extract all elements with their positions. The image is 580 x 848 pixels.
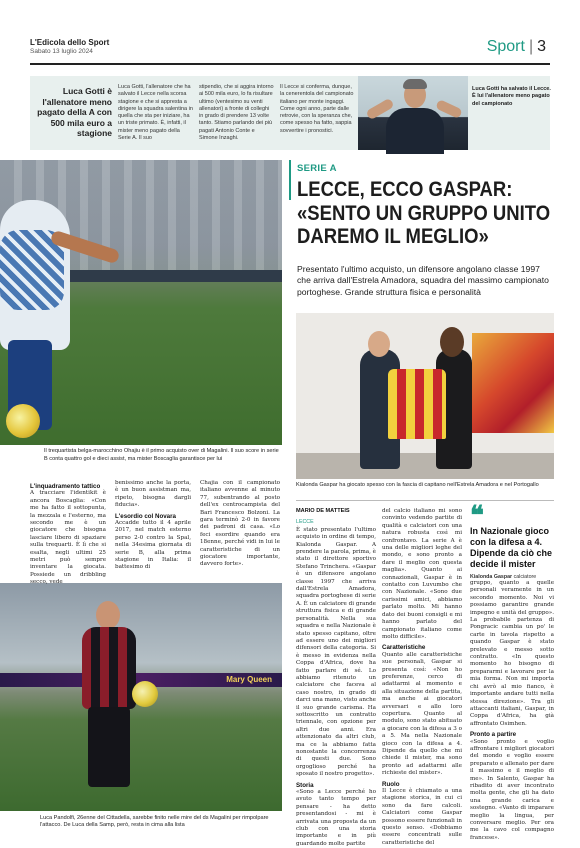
band-column-1: Luca Gotti, l'allenatore che ha salvato il Lecce nella scorsa stagione e che si appresta a dirigere la squadra salentina in quella che sta per iniziare, ha un triste primato. È, infatti, il mister meno pagato della Serie A. Il suo (118, 84, 193, 142)
byline: MARIO DE MATTEIS (296, 508, 350, 514)
paragraph: «Sono a Lecce perché ho avuto tanto tempo per pensare - ha detto presentandosi - mi è arrivata una proposta da un club con una storia importante e in più guardando molte partite (296, 789, 376, 847)
gaspar-head (440, 327, 464, 357)
section-header (487, 38, 546, 56)
section-divider: | (528, 38, 534, 55)
paragraph: benissimo anche la porta, è un buon assistman ma, ripeto, bisogna dargli fiducia». (115, 480, 191, 509)
coach-body (386, 108, 444, 154)
pull-quote (470, 501, 554, 580)
player-legs (88, 707, 130, 787)
issue-date: Sabato 13 luglio 2024 (30, 48, 93, 55)
headline-line-3: DAREMO IL MEGLIO» (297, 224, 489, 248)
wall-artwork (472, 333, 554, 433)
player-head (96, 601, 120, 629)
subhead-tactical: L'inquadramento tattico (30, 483, 101, 490)
article-top-rule (296, 500, 554, 501)
caption-photo-2: Luca Pandolfi, 26enne del Cittadella, sarebbe finito nelle mire del ds Magalini per rimpolpare l'attacco. De Luca della Samp, però, resta in cima alla lista (40, 815, 269, 829)
coach-caption (472, 86, 552, 108)
paragraph: «Sono pronto e voglio affrontare i migliori giocatori del mondo e voglio essere preparato e allenato per dare il massimo e il meglio di me». In Salento, Gaspar ha ribadito di aver incontrato molta gente, che gli ha dato una grande carica e sostegno. «Vanto di imparare meglio la lingua, per conversare meglio. Per ora me la cavo col compagno francese». (470, 738, 554, 841)
paragraph: Quanto alle caratteristiche sue personali, Gaspar si presenta così: «Non ho preferenze, cerco di adattarmi al momento e alla situazione della partita, ma anche ai giocatori avversari e allo loro copertura. Quanto al modulo, sono stato abituato a giocare con la difesa a 3 o a 5. Ma nella Nazionale gioco con la difesa a 4. Dipende da quello che mi chiede il mister, ma sono pronto ad adattarmi alle richieste del mister». (382, 651, 462, 777)
coach-caption-text: Luca Gotti ha salvato il Lecce. È lui l'allenatore meno pagato del campionato (472, 86, 551, 107)
left-article-col-1 (30, 480, 106, 587)
pull-quote-text: In Nazionale gioco con la difesa a 4. Dipende da ciò che decide il mister (470, 526, 553, 569)
newspaper-name: L'Edicola dello Sport (30, 38, 110, 47)
kicker-accent-rule (289, 160, 291, 200)
subhead-characteristics: Caratteristiche (382, 644, 426, 652)
band-column-2: stipendio, che si aggira intorno ai 500 mila euro, lo fa risultare ultimo (ventesimo su venti allenatori) a fronte di colleghi in grado di prendere 13 volte tanto. Stiamo parlando dei più pagati Antonio Conte e Simone Inzaghi. (199, 84, 274, 142)
player-shirt (82, 627, 136, 709)
football (132, 681, 158, 707)
subhead-role: Ruolo (382, 780, 400, 788)
paragraph: del calcio italiano mi sono convinto vedendo partite di qualità e calciatori con una natura robusta così mi confrontavo. La serie A è una delle migliori leghe del mondo, e sono pronto a dare il meglio con questa maglia». Quanto ai connazionali, Gaspar è in contatto con Luvumbo che con Nazionale. «Sono due carissimi amici, abbiamo parlato molto. Mi hanno dato dei buoni consigli e mi hanno parlato del campionato italiano come molto difficile». (382, 508, 462, 640)
photo-player-pandolfi (0, 583, 282, 811)
paragraph: Chajia con il campionato italiano avvenne al minuto 77, subentrando al posto dell'ex centrocampista del Bari Francesco Bolzoni. La gara terminò 2-0 in favore dei padroni di casa. «Lo feci esordire quando era 18enne, perché vidi in lui le caratteristiche di un giocatore importante, davvero forte». (200, 480, 280, 568)
main-article-col-2 (382, 508, 462, 847)
paragraph: A tracciare l'identikit è ancora Boscaglia: «Con me ha fatto il sottopunta, la mezzala e l'esterno, ma secondo me è un giocatore che bisogna lasciare libero di spaziare sulla trequarti. È lì che si esalta, negli ultimi 25 metri può sempre inventare la giocata. Possiede un dribbling secco, vede (30, 490, 106, 586)
left-article-col-2 (115, 480, 191, 572)
quote-author: Kialonda Gaspar (470, 574, 513, 580)
director-head (368, 331, 390, 357)
paragraph: È stato presentato l'ultimo acquisto in ordine di tempo, Kialonda Gaspar. A prendere la parola, prima, è stato il direttore sportivo Stefano Trinchera. «Gaspar è un difensore angolano classe 1997 che arriva dall'Estrela Amadora, squadra portoghese di serie A. È un calciatore di grande struttura fisica e di grande personalità. Nella sua squadra e nella Nazionale è stato spesso capitano, oltre ad essere uno dei migliori difensori della categoria. Si è messo in evidenza nella Coppa d'Africa, dove ha fatto parlare di sé. Lo abbiamo ritenuto un calciatore che faceva al caso nostro, in grado di darci una mano, visto anche il suo grande carisma. Ha sottoscritto un contratto triennale, con opzione per altri due anni. Era attenzionato da altri club, ma ce la abbiamo fatta nonostante la concorrenza di questi due. Sono orgoglioso perché ha sposato il nostro progetto». (296, 526, 376, 778)
ad-board-text: Mary Queen (226, 675, 272, 684)
main-article-col-3 (470, 580, 554, 842)
article-summary: Presentato l'ultimo acquisto, un difensore angolano classe 1997 che arriva dall'Estrela Amadora, squadra del massimo campionato portoghese. Grande struttura fisica e personalità (297, 264, 549, 297)
floor (296, 453, 554, 479)
band-headline: Luca Gotti è l'allenatore meno pagato della A con 500 mila euro a stagione (37, 86, 112, 138)
coach-hair (403, 79, 427, 89)
photo-player-chajia (0, 160, 282, 445)
page-number: 3 (537, 38, 546, 55)
section-label: Sport (486, 38, 525, 55)
headline-line-2: «SENTO UN GRUPPO UNITO (297, 200, 551, 225)
headline-line-1: LECCE, ECCO GASPAR: (297, 177, 513, 201)
quote-role: calciatore (513, 574, 537, 580)
subhead-debut: L'esordio col Novara (115, 512, 176, 520)
paragraph: gruppo, quanto a quelle personali veramente in un secondo momento. Noi vi possiamo garantire grande impegno e unità del gruppo». La probabile partenza di Pongracic cambia un po' le carte in tavola rispetto a quando Gaspar è stato prelevato e messo sotto contratto. «In questo momento ho bisogno di prepararmi e lavorare per la mia forma. Non mi importa chi avrò al mio fianco, è importante andare tutti nella stessa direzione». Tra gli attaccanti italiani, Gaspar, in Coppa d'Africa, ha già affrontato Osimhen. (470, 580, 554, 727)
header-rule (30, 63, 550, 65)
lecce-jersey (388, 369, 446, 439)
article-kicker: SERIE A (297, 163, 337, 174)
football (6, 404, 40, 438)
left-article-col-3 (200, 480, 280, 569)
subhead-ready: Pronto a partire (470, 731, 517, 739)
caption-photo-1: Il trequartista belga-marocchino Ohajiu è il primo acquisto over di Magalini. Il suo score in serie B conta quattro gol e dieci assist, ma mister Boscaglia garantisce per lui (44, 448, 279, 462)
paragraph: Il Lecce è chiamato a una stagione storica, in cui ci sono da fare calcoli. Calciatori come Gaspar possono essere funzionali in questo senso. «Dobbiamo essere concentrati sulle caratteristiche del (382, 788, 462, 846)
coach-photo (358, 76, 468, 150)
dateline: LECCE (296, 519, 314, 526)
paragraph: Accadde tutto il 4 aprile 2017, nel match esterno perso 2-0 contro la Spal, nella 34esima giornata di serie B, alla prima stagione in Italia: il battesimo di (115, 520, 191, 571)
quote-mark-icon: ❝ (470, 501, 484, 531)
band-column-3: Il Lecce si conferma, dunque, la cenerentola del campionato italiano per monte ingaggi. Come ogni anno, parte dalle retrovie, con la speranza che, come spesso ha fatto, sappia sovvertire i pronostici. (280, 84, 354, 134)
photo-gaspar-presentation (296, 313, 554, 479)
masthead (30, 38, 109, 55)
article-headline (297, 177, 551, 249)
main-article-col-1 (296, 508, 376, 848)
caption-photo-3: Kialonda Gaspar ha giocato spesso con la fascia di capitano nell'Estrela Amadora e nel Portogallo (296, 482, 539, 488)
subhead-story: Storia (296, 781, 314, 789)
